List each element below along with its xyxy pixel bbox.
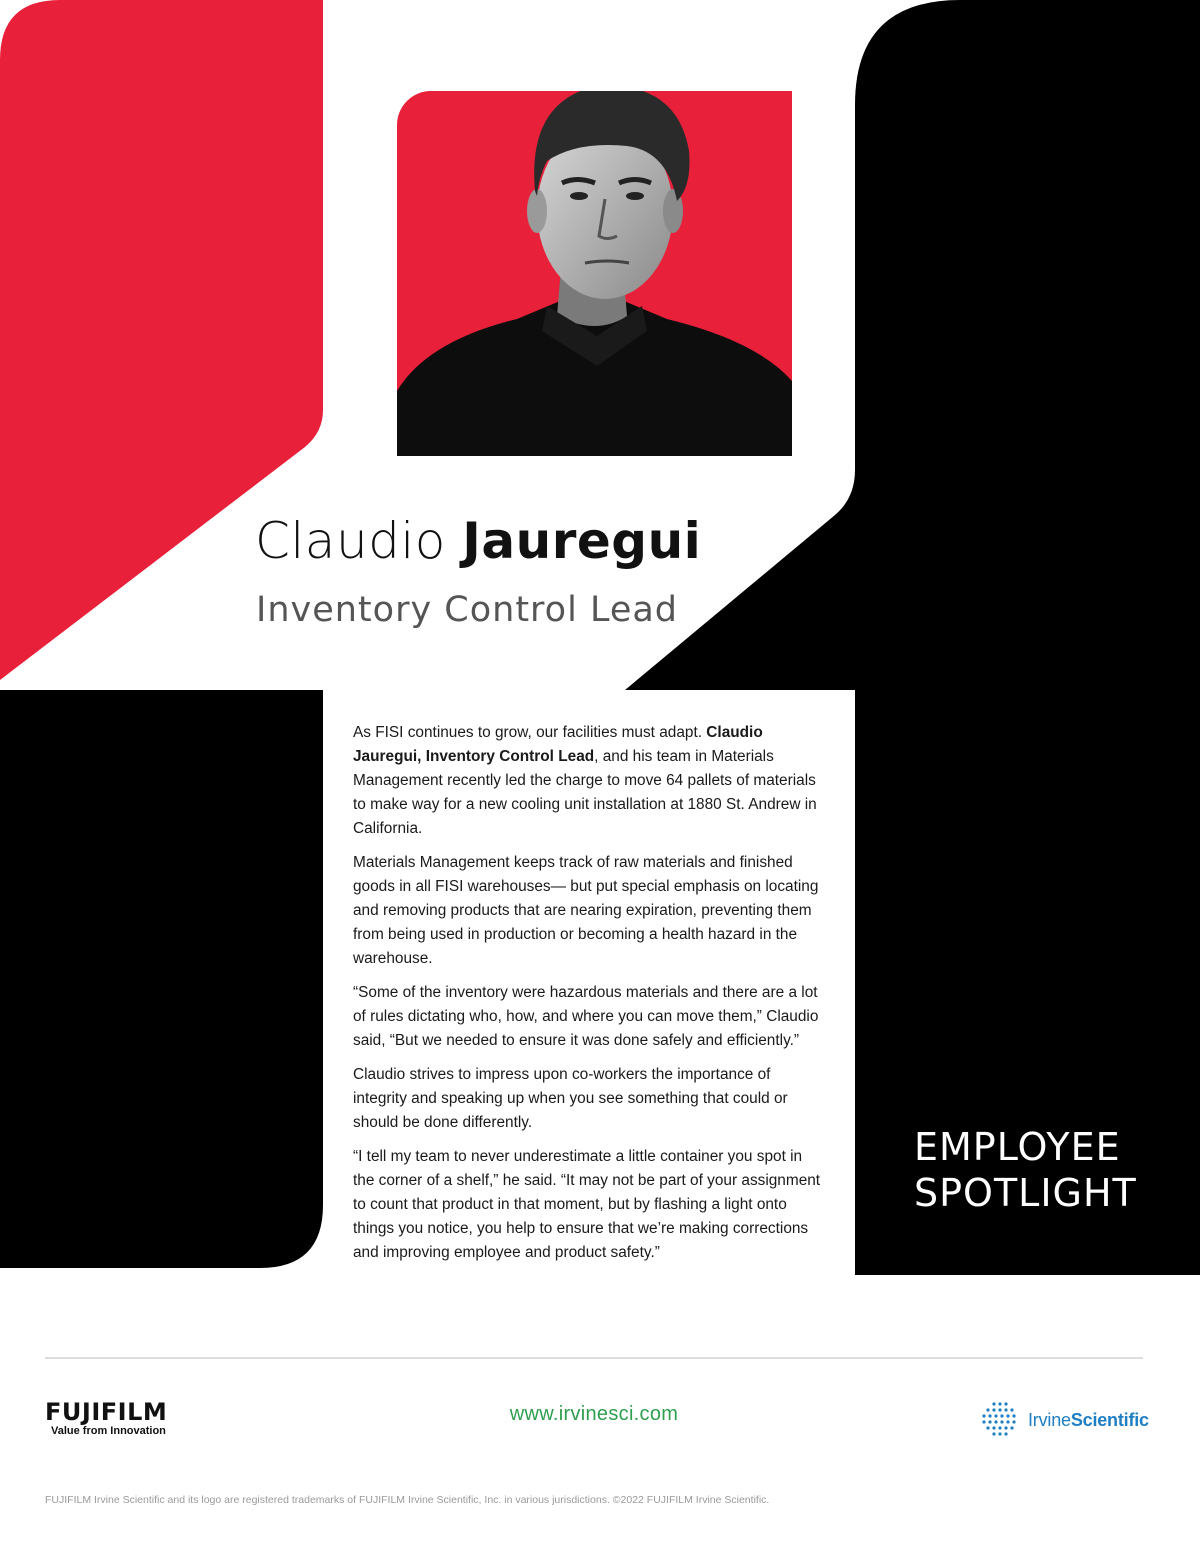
- black-shape-left: [0, 690, 323, 1268]
- fujifilm-tagline: Value from Innovation: [51, 1425, 166, 1437]
- portrait-illustration: [397, 91, 792, 456]
- spotlight-line-1: EMPLOYEE: [914, 1125, 1121, 1169]
- website-link[interactable]: www.irvinesci.com: [509, 1403, 679, 1425]
- irvine-scientific-logo: [980, 1400, 1149, 1440]
- paragraph-3: “Some of the inventory were hazardous materials and there are a lot of rules dictating who, how, and where you can move them,” Claudio said, “But we needed to ensure it was done safely and efficiently.”: [353, 984, 819, 1049]
- legal-notice: FUJIFILM Irvine Scientific and its logo are registered trademarks of FUJIFILM Irvine Scientific, Inc. in various jurisdictions. ©2022 FUJIFILM Irvine Scientific.: [45, 1494, 770, 1506]
- fujifilm-wordmark: FUJIFILM: [45, 1398, 168, 1426]
- paragraph-4: Claudio strives to impress upon co-workers the importance of integrity and speaking up when you see something that could or should be done differently.: [353, 1066, 788, 1131]
- employee-spotlight-label: [914, 1124, 1137, 1216]
- first-name: Claudio: [255, 512, 446, 570]
- spotlight-line-2: SPOTLIGHT: [914, 1171, 1137, 1215]
- irvine-scientific-wordmark: IrvineScientific: [1028, 1409, 1149, 1430]
- irvine-dots-icon: [980, 1400, 1020, 1440]
- paragraph-1: As FISI continues to grow, our facilities must adapt. Claudio Jauregui, Inventory Control Lead, and his team in Materials Management recently led the charge to move 64 pallets of materials to make way for a new cooling unit installation at 1880 St. Andrew in California.: [353, 724, 817, 837]
- red-shape: [0, 0, 323, 680]
- paragraph-2: Materials Management keeps track of raw materials and finished goods in all FISI warehouses— but put special emphasis on locating and removing products that are nearing expiration, preventing them from being used in production or becoming a health hazard in the warehouse.: [353, 854, 819, 967]
- paragraph-5: “I tell my team to never underestimate a little container you spot in the corner of a shelf,” he said. “It may not be part of your assignment to count that product in that moment, but by flashing a light onto things you notice, you help to ensure that we’re making corrections and improving employee and product safety.”: [353, 1148, 821, 1261]
- employee-name: [255, 512, 701, 570]
- footer-divider: [45, 1357, 1143, 1359]
- employee-photo: [397, 91, 792, 456]
- article-body: [353, 721, 823, 1275]
- last-name: Jauregui: [462, 512, 702, 570]
- employee-title: Inventory Control Lead: [256, 590, 679, 630]
